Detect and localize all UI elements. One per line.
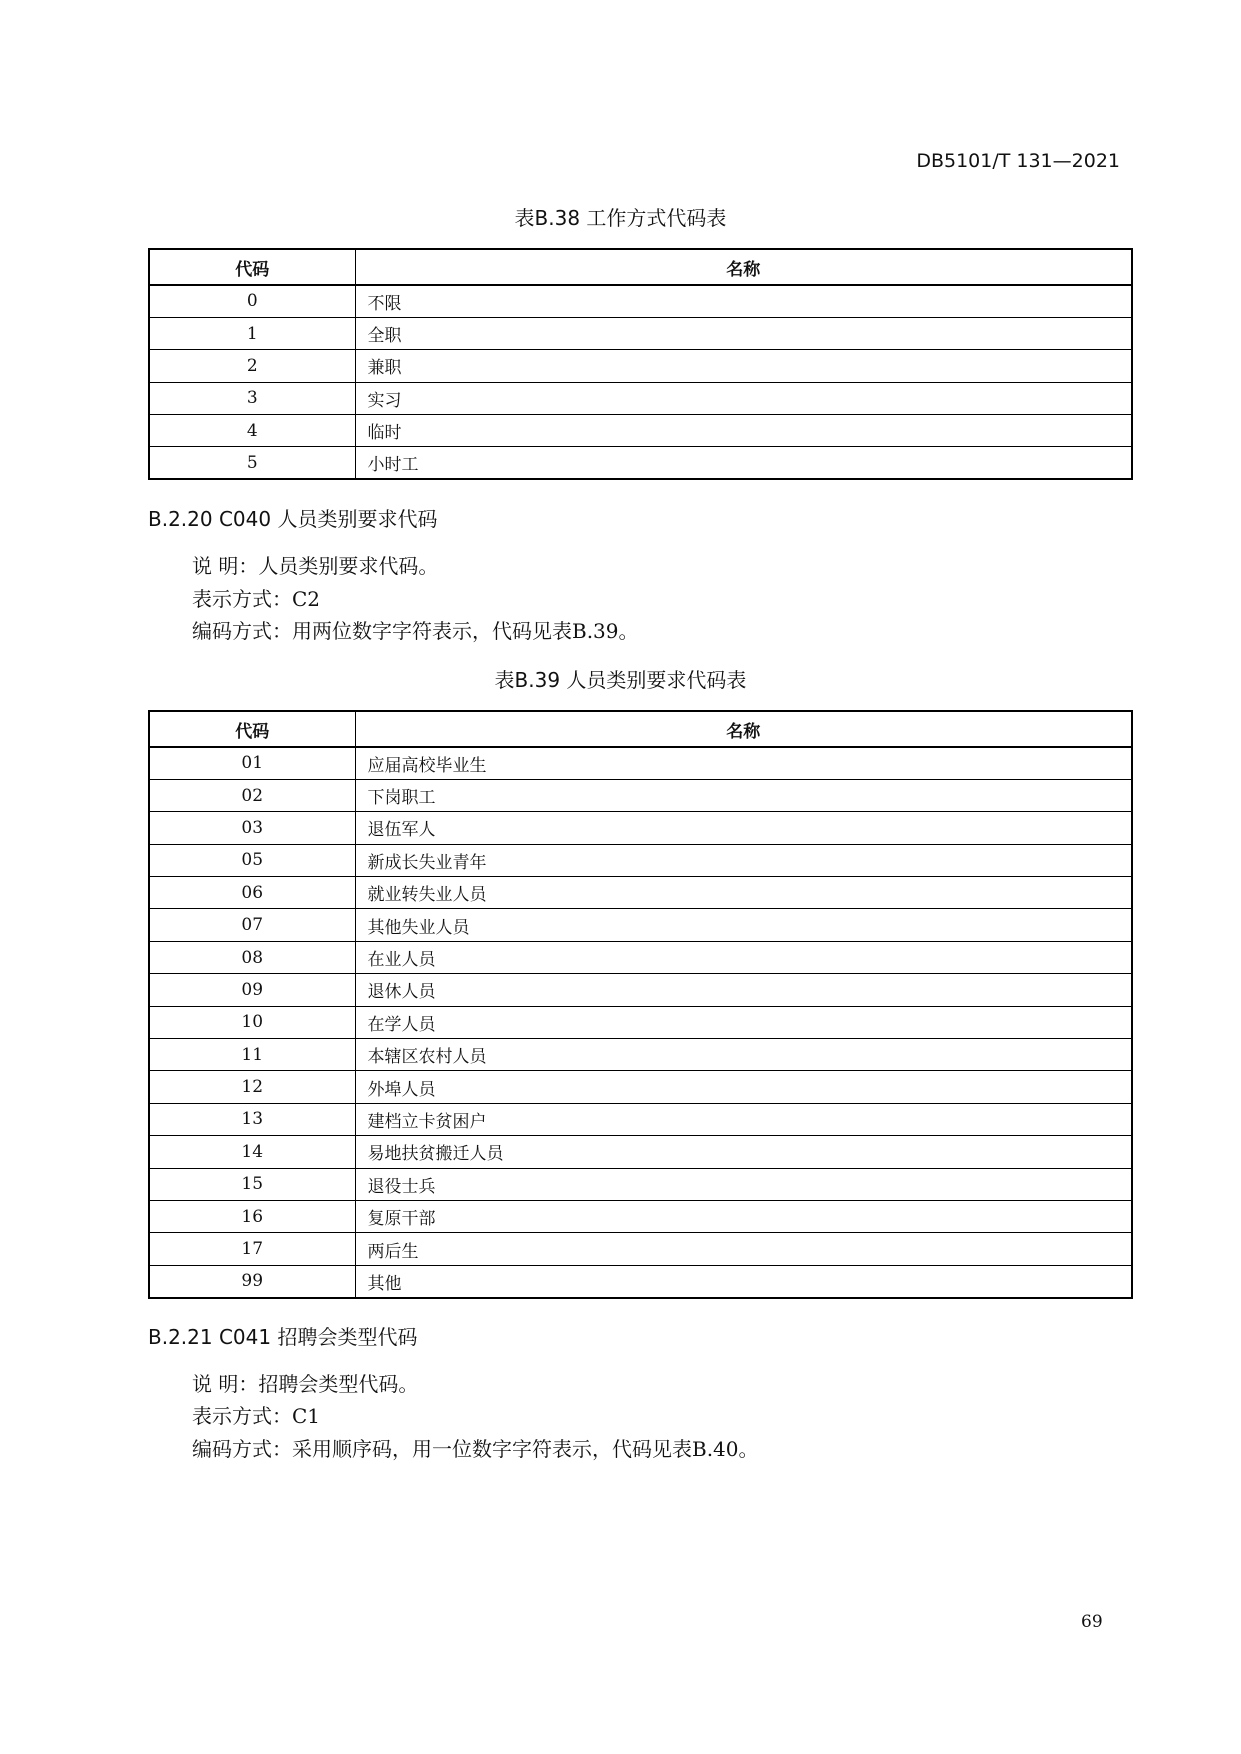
code-cell: 12 [149, 1071, 355, 1103]
section-b2-21-description: 说 明：招聘会类型代码。 [192, 1372, 419, 1396]
name-cell: 下岗职工 [355, 779, 1132, 811]
name-cell: 易地扶贫搬迁人员 [355, 1136, 1132, 1168]
table-row [149, 941, 1132, 973]
code-cell: 03 [149, 812, 355, 844]
section-b2-20-representation: 表示方式：C2 [192, 587, 321, 611]
name-cell: 新成长失业青年 [355, 844, 1132, 876]
code-cell: 02 [149, 779, 355, 811]
col-code-header: 代码 [149, 249, 355, 285]
table-row [149, 1136, 1132, 1168]
table-row [149, 447, 1132, 479]
code-cell: 06 [149, 877, 355, 909]
table-row [149, 747, 1132, 779]
code-cell: 4 [149, 415, 355, 447]
name-cell: 两后生 [355, 1233, 1132, 1265]
table-row [149, 844, 1132, 876]
name-cell: 其他失业人员 [355, 909, 1132, 941]
code-cell: 1 [149, 317, 355, 349]
name-cell: 建档立卡贫困户 [355, 1103, 1132, 1135]
name-cell: 小时工 [355, 447, 1132, 479]
table-row [149, 1006, 1132, 1038]
table-row [149, 350, 1132, 382]
page-number: 69 [1081, 1612, 1103, 1632]
code-cell: 01 [149, 747, 355, 779]
code-cell: 08 [149, 941, 355, 973]
table-b38 [148, 248, 1133, 480]
table-row [149, 285, 1132, 317]
code-cell: 2 [149, 350, 355, 382]
table-row [149, 317, 1132, 349]
table-b39 [148, 710, 1133, 1299]
table-row [149, 779, 1132, 811]
name-cell: 不限 [355, 285, 1132, 317]
code-cell: 11 [149, 1039, 355, 1071]
table-row [149, 1071, 1132, 1103]
section-b2-20-heading: B.2.20 C040 人员类别要求代码 [148, 507, 438, 531]
name-cell: 复原干部 [355, 1200, 1132, 1232]
code-cell: 05 [149, 844, 355, 876]
col-name-header: 名称 [355, 711, 1132, 747]
table-row [149, 812, 1132, 844]
table-row [149, 877, 1132, 909]
table-b38-title: 表B.38 工作方式代码表 [514, 206, 727, 230]
name-cell: 其他 [355, 1265, 1132, 1297]
name-cell: 退役士兵 [355, 1168, 1132, 1200]
document-header: DB5101/T 131—2021 [916, 150, 1120, 172]
name-cell: 实习 [355, 382, 1132, 414]
table-row [149, 1103, 1132, 1135]
name-cell: 在业人员 [355, 941, 1132, 973]
table-row [149, 1233, 1132, 1265]
table-row [149, 1168, 1132, 1200]
code-cell: 09 [149, 974, 355, 1006]
table-row [149, 1200, 1132, 1232]
code-cell: 16 [149, 1200, 355, 1232]
table-row [149, 415, 1132, 447]
code-cell: 0 [149, 285, 355, 317]
code-cell: 13 [149, 1103, 355, 1135]
table-row [149, 1039, 1132, 1071]
code-cell: 5 [149, 447, 355, 479]
code-cell: 07 [149, 909, 355, 941]
code-cell: 14 [149, 1136, 355, 1168]
name-cell: 外埠人员 [355, 1071, 1132, 1103]
name-cell: 全职 [355, 317, 1132, 349]
name-cell: 兼职 [355, 350, 1132, 382]
table-row [149, 909, 1132, 941]
code-cell: 3 [149, 382, 355, 414]
table-b39-title: 表B.39 人员类别要求代码表 [494, 668, 747, 692]
name-cell: 应届高校毕业生 [355, 747, 1132, 779]
name-cell: 就业转失业人员 [355, 877, 1132, 909]
section-b2-21-representation: 表示方式：C1 [192, 1404, 321, 1428]
code-cell: 17 [149, 1233, 355, 1265]
name-cell: 退休人员 [355, 974, 1132, 1006]
code-cell: 99 [149, 1265, 355, 1297]
section-b2-21-encoding: 编码方式：采用顺序码，用一位数字字符表示，代码见表B.40。 [192, 1437, 759, 1461]
name-cell: 退伍军人 [355, 812, 1132, 844]
name-cell: 临时 [355, 415, 1132, 447]
section-b2-20-encoding: 编码方式：用两位数字字符表示，代码见表B.39。 [192, 619, 639, 643]
name-cell: 在学人员 [355, 1006, 1132, 1038]
section-b2-20-description: 说 明：人员类别要求代码。 [192, 554, 439, 578]
code-cell: 15 [149, 1168, 355, 1200]
col-name-header: 名称 [355, 249, 1132, 285]
name-cell: 本辖区农村人员 [355, 1039, 1132, 1071]
code-cell: 10 [149, 1006, 355, 1038]
table-row [149, 1265, 1132, 1297]
col-code-header: 代码 [149, 711, 355, 747]
table-row [149, 382, 1132, 414]
section-b2-21-heading: B.2.21 C041 招聘会类型代码 [148, 1325, 418, 1349]
table-row [149, 974, 1132, 1006]
